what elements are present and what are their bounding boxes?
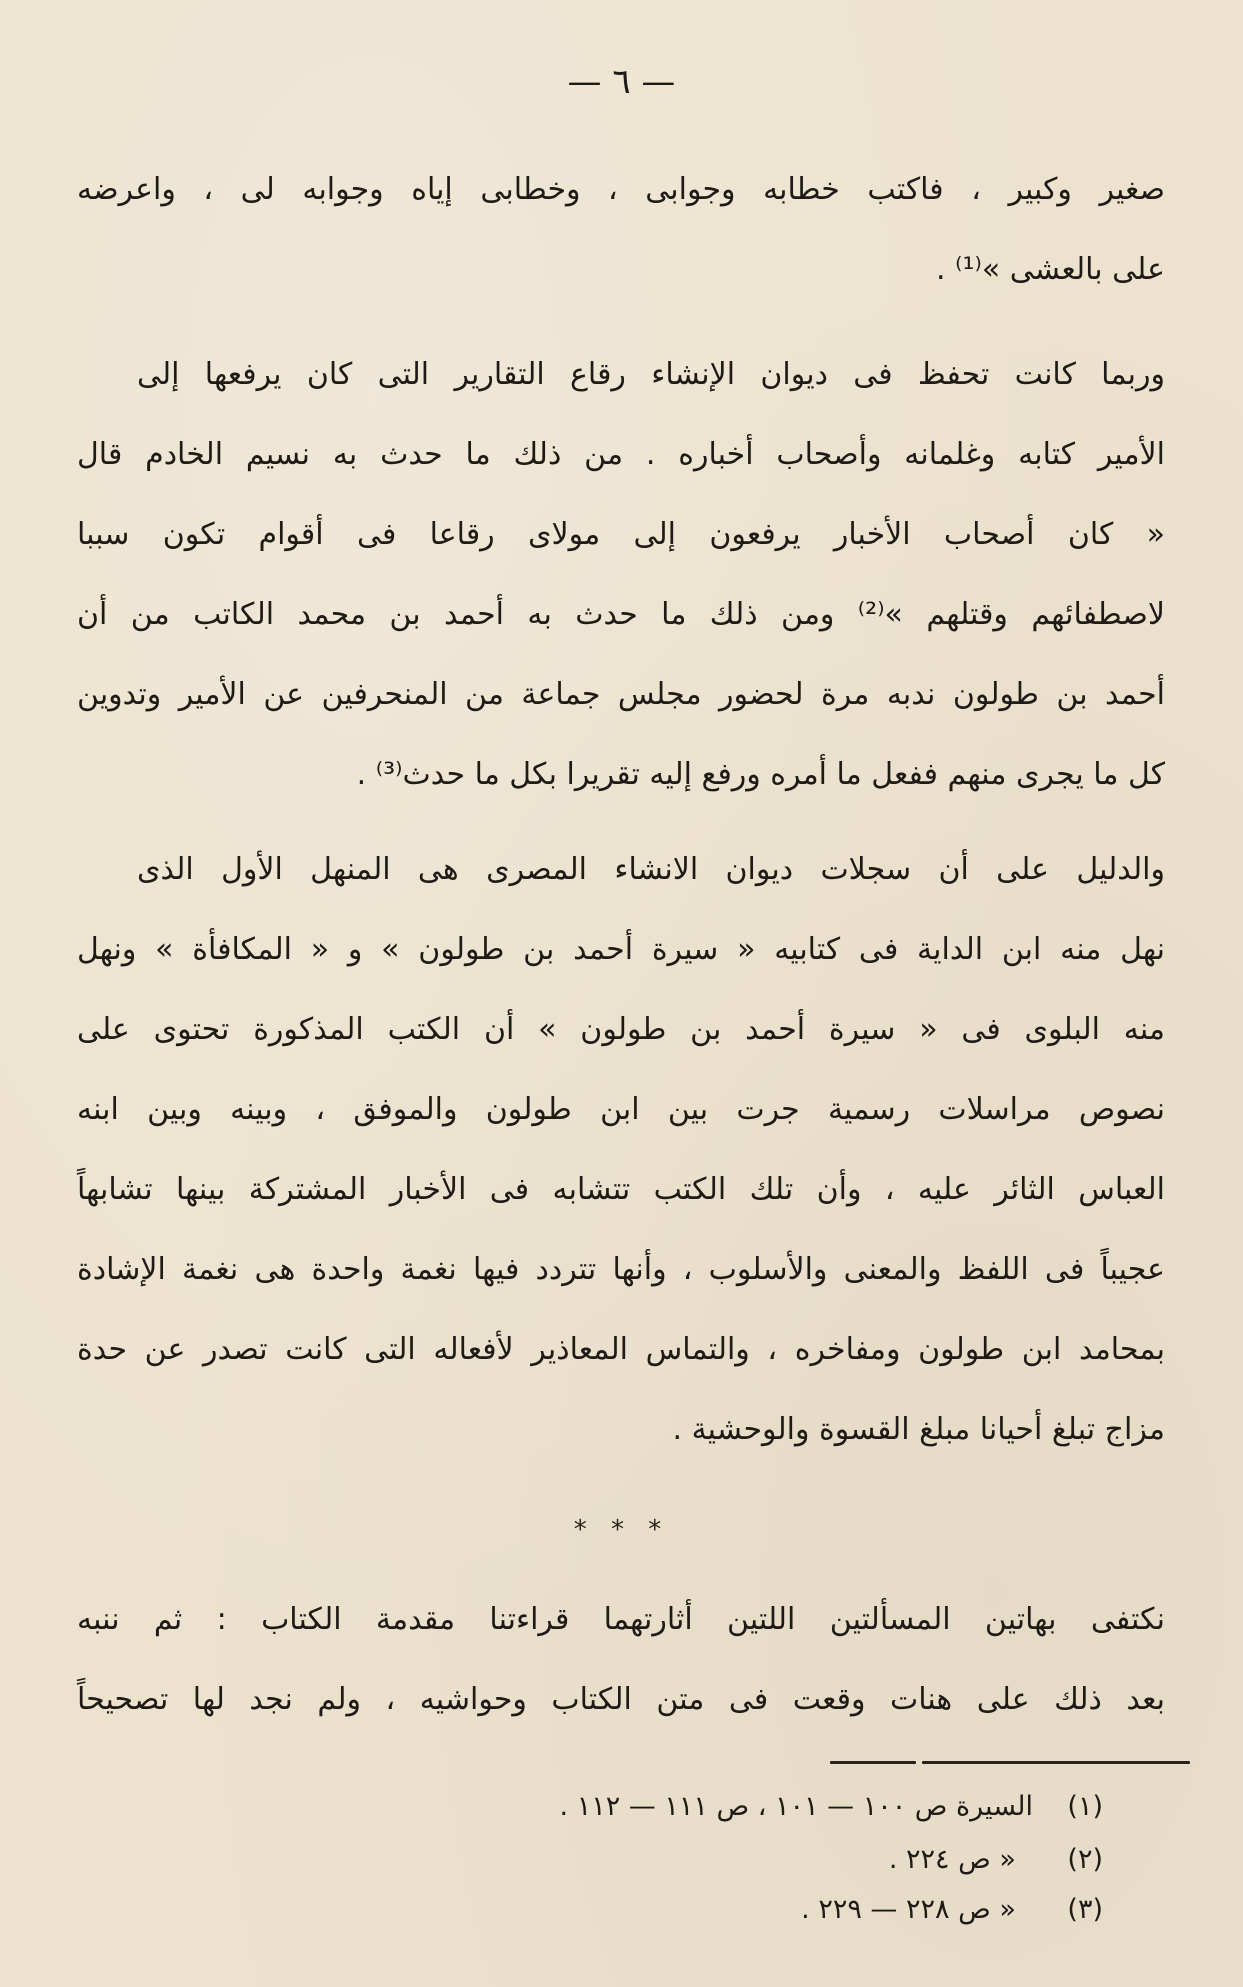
text-line: نكتفى بهاتين المسألتين اللتين أثارتهما قراءتنا مقدمة الكتاب : ثم ننبه [77,1602,1165,1637]
text-line: والدليل على أن سجلات ديوان الانشاء المصرى هى المنهل الأول الذى [137,852,1165,887]
footnote-separator-rule [830,1761,916,1764]
footnote-text: السيرة ص ١٠٠ — ١٠١ ، ص ١١١ — ١١٢ . [559,1791,1034,1822]
footnote [889,1838,1103,1882]
section-divider-asterisks: * * * [573,1515,670,1545]
footnote-marker: (٢) [1067,1844,1103,1875]
text-line: وربما كانت تحفظ فى ديوان الإنشاء رقاع التقارير التى كان يرفعها إلى [137,357,1165,392]
footnote-marker: (١) [1067,1791,1103,1822]
text-line: العباس الثائر عليه ، وأن تلك الكتب تتشابه فى الأخبار المشتركة بينها تشابهاً [77,1172,1165,1207]
footnote [801,1888,1103,1932]
text-line: لاصطفائهم وقتلهم »⁽²⁾ ومن ذلك ما حدث به أحمد بن محمد الكاتب من أن [77,597,1165,632]
text-line: « كان أصحاب الأخبار يرفعون إلى مولاى رقاعا فى أقوام تكون سببا [77,517,1165,552]
text-line: بعد ذلك على هنات وقعت فى متن الكتاب وحواشيه ، ولم نجد لها تصحيحاً [77,1682,1165,1717]
text-line: نهل منه ابن الداية فى كتابيه « سيرة أحمد بن طولون » و « المكافأة » ونهل [77,932,1165,967]
page-number: — ٦ — [567,62,676,102]
text-line: بمحامد ابن طولون ومفاخره ، والتماس المعاذير لأفعاله التى كانت تصدر عن حدة [77,1332,1165,1367]
text-line: الأمير كتابه وغلمانه وأصحاب أخباره . من ذلك ما حدث به نسيم الخادم قال [77,437,1165,472]
text-line: أحمد بن طولون ندبه مرة لحضور مجلس جماعة من المنحرفين عن الأمير وتدوين [77,677,1165,712]
footnote [560,1785,1103,1829]
text-line: عجيباً فى اللفظ والمعنى والأسلوب ، وأنها تتردد فيها نغمة واحدة هى نغمة الإشادة [77,1252,1165,1287]
footnote-text: « ص ٢٢٤ . [888,1844,1016,1875]
text-line: على بالعشى »⁽¹⁾ . [936,252,1165,287]
text-line: صغير وكبير ، فاكتب خطابه وجوابى ، وخطابى إياه وجوابه لى ، واعرضه [77,172,1165,207]
footnote-separator-rule [922,1761,1190,1764]
text-line: مزاج تبلغ أحيانا مبلغ القسوة والوحشية . [672,1412,1165,1447]
footnote-marker: (٣) [1067,1894,1103,1925]
footnote-text: « ص ٢٢٨ — ٢٢٩ . [801,1894,1016,1925]
text-line: كل ما يجرى منهم ففعل ما أمره ورفع إليه تقريرا بكل ما حدث⁽³⁾ . [356,757,1165,792]
text-line: نصوص مراسلات رسمية جرت بين ابن طولون والموفق ، وبينه وبين ابنه [77,1092,1165,1127]
text-line: منه البلوى فى « سيرة أحمد بن طولون » أن الكتب المذكورة تحتوى على [77,1012,1165,1047]
